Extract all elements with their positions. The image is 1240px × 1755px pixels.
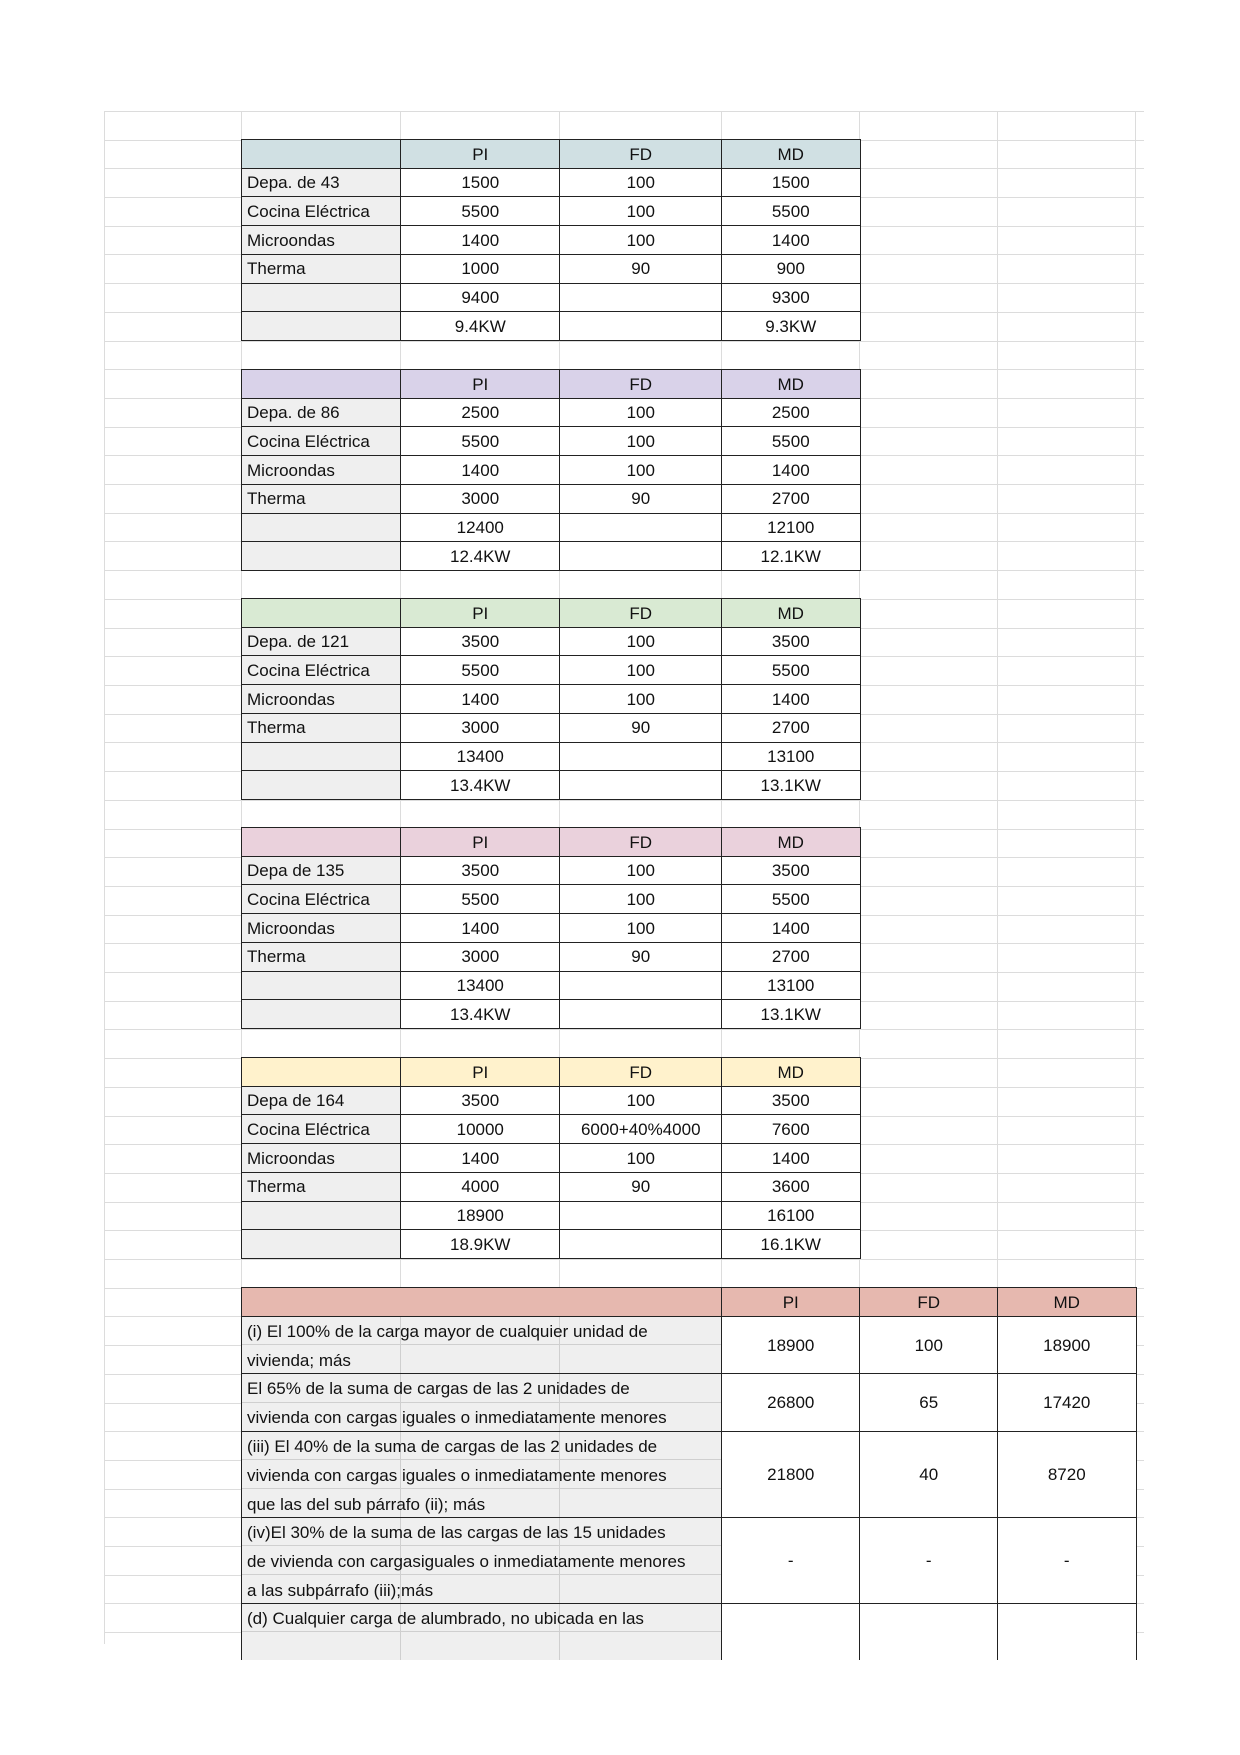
fd-value[interactable]: 100 [559,168,723,198]
pi-value[interactable]: 3500 [400,627,561,657]
row-label[interactable]: Microondas [241,913,402,943]
pi-value[interactable]: 9400 [400,283,561,313]
fd-value[interactable] [559,1229,723,1259]
row-label[interactable]: Cocina Eléctrica [241,1114,402,1144]
md-value[interactable]: 12100 [721,513,861,543]
fd-value[interactable] [559,311,723,341]
summary-rule-line: vivienda con cargas iguales o inmediatamente menores [247,1465,667,1485]
table-3-header-fd[interactable]: FD [559,598,723,628]
pi-value[interactable]: 12400 [400,513,561,543]
row-label[interactable] [241,1229,402,1259]
md-value[interactable]: 1400 [721,225,861,255]
summary-rule-line: (iii) El 40% de la suma de cargas de las 2 unidades de [247,1436,658,1456]
pi-value[interactable]: 1000 [400,254,561,284]
md-value[interactable]: 9.3KW [721,311,861,341]
fd-value[interactable]: 100 [559,627,723,657]
row-label[interactable]: Depa. de 86 [241,398,402,428]
table-5-header-pi[interactable]: PI [400,1057,561,1087]
row-label[interactable]: Cocina Eléctrica [241,196,402,226]
fd-value[interactable] [559,971,723,1001]
md-value[interactable]: 1400 [721,684,861,714]
fd-value[interactable]: 100 [559,398,723,428]
summary-rule-text[interactable] [241,1603,723,1660]
table-3-header-md[interactable]: MD [721,598,861,628]
fd-value[interactable]: 100 [559,856,723,886]
row-label[interactable]: Therma [241,1172,402,1202]
table-2-header-pi[interactable]: PI [400,369,561,399]
pi-value[interactable]: 13400 [400,742,561,772]
table-2-header-blank[interactable] [241,369,402,399]
fd-value[interactable]: 90 [559,254,723,284]
pi-value[interactable]: 1400 [400,225,561,255]
md-value[interactable]: 16100 [721,1201,861,1231]
summary-md-value[interactable] [997,1603,1137,1660]
row-label[interactable]: Therma [241,713,402,743]
md-value[interactable]: 13100 [721,742,861,772]
summary-rule-line: a las subpárrafo (iii);más [247,1580,434,1600]
row-label[interactable]: Microondas [241,1143,402,1173]
fd-value[interactable]: 100 [559,1086,723,1116]
row-label[interactable] [241,971,402,1001]
row-label[interactable]: Microondas [241,455,402,485]
md-value[interactable]: 1500 [721,168,861,198]
summary-rule-text[interactable] [241,1316,723,1375]
summary-pi-value[interactable] [721,1603,861,1660]
row-label[interactable]: Cocina Eléctrica [241,426,402,456]
row-label[interactable] [241,283,402,313]
md-value[interactable]: 13100 [721,971,861,1001]
pi-value[interactable]: 18900 [400,1201,561,1231]
fd-value[interactable]: 100 [559,196,723,226]
row-label[interactable]: Microondas [241,225,402,255]
table-5-header-fd[interactable]: FD [559,1057,723,1087]
md-value[interactable]: 5500 [721,884,861,914]
md-value[interactable]: 1400 [721,913,861,943]
md-value[interactable]: 2700 [721,942,861,972]
row-label[interactable]: Cocina Eléctrica [241,884,402,914]
fd-value[interactable] [559,513,723,543]
summary-md-value[interactable]: - [997,1517,1137,1605]
row-label[interactable]: Depa. de 121 [241,627,402,657]
summary-md-value[interactable]: 17420 [997,1373,1137,1432]
pi-value[interactable]: 1400 [400,684,561,714]
fd-value[interactable] [559,541,723,571]
summary-rule-line: vivienda; más [247,1350,351,1370]
summary-header-md[interactable]: MD [997,1287,1137,1317]
row-label[interactable]: Therma [241,254,402,284]
table-1-header-fd[interactable]: FD [559,139,723,169]
pi-value[interactable]: 13.4KW [400,770,561,800]
pi-value[interactable]: 1400 [400,913,561,943]
row-label[interactable] [241,541,402,571]
fd-value[interactable] [559,770,723,800]
table-2-header-md[interactable]: MD [721,369,861,399]
fd-value[interactable]: 100 [559,455,723,485]
row-label[interactable]: Depa. de 43 [241,168,402,198]
fd-value[interactable] [559,1201,723,1231]
fd-value[interactable]: 100 [559,225,723,255]
fd-value[interactable]: 100 [559,1143,723,1173]
md-value[interactable]: 16.1KW [721,1229,861,1259]
pi-value[interactable]: 2500 [400,398,561,428]
md-value[interactable]: 13.1KW [721,999,861,1029]
table-1-header-md[interactable]: MD [721,139,861,169]
row-label[interactable] [241,999,402,1029]
row-label[interactable]: Depa de 135 [241,856,402,886]
row-label[interactable] [241,311,402,341]
summary-rule-line: vivienda con cargas iguales o inmediatamente menores [247,1408,667,1428]
summary-header-blank[interactable] [241,1287,723,1317]
pi-value[interactable]: 5500 [400,884,561,914]
summary-rule-line: (iv)El 30% de la suma de las cargas de las 15 unidades [247,1522,666,1542]
row-label[interactable]: Therma [241,484,402,514]
summary-fd-value[interactable]: - [859,1517,999,1605]
fd-value[interactable]: 6000+40%4000 [559,1114,723,1144]
table-3-header-blank[interactable] [241,598,402,628]
fd-value[interactable]: 100 [559,426,723,456]
fd-value[interactable] [559,742,723,772]
md-value[interactable]: 13.1KW [721,770,861,800]
summary-rule-text[interactable] [241,1373,723,1432]
summary-fd-value[interactable]: 100 [859,1316,999,1375]
md-value[interactable]: 2500 [721,398,861,428]
fd-value[interactable]: 90 [559,942,723,972]
md-value[interactable]: 1400 [721,455,861,485]
md-value[interactable]: 12.1KW [721,541,861,571]
gridline-horizontal [104,111,1144,112]
md-value[interactable]: 9300 [721,283,861,313]
fd-value[interactable] [559,999,723,1029]
row-label[interactable] [241,1201,402,1231]
summary-rule-text[interactable] [241,1431,723,1519]
table-4-header-pi[interactable]: PI [400,827,561,857]
summary-pi-value[interactable]: 26800 [721,1373,861,1432]
md-value[interactable]: 7600 [721,1114,861,1144]
table-3-header-pi[interactable]: PI [400,598,561,628]
fd-value[interactable]: 100 [559,684,723,714]
md-value[interactable]: 5500 [721,655,861,685]
fd-value[interactable]: 100 [559,884,723,914]
fd-value[interactable]: 90 [559,713,723,743]
row-label[interactable] [241,742,402,772]
md-value[interactable]: 5500 [721,426,861,456]
pi-value[interactable]: 3000 [400,942,561,972]
summary-md-value[interactable]: 8720 [997,1431,1137,1519]
pi-value[interactable]: 3000 [400,484,561,514]
fd-value[interactable]: 100 [559,913,723,943]
pi-value[interactable]: 5500 [400,196,561,226]
row-label[interactable]: Therma [241,942,402,972]
md-value[interactable]: 3500 [721,856,861,886]
md-value[interactable]: 2700 [721,713,861,743]
table-4-header-md[interactable]: MD [721,827,861,857]
pi-value[interactable]: 13.4KW [400,999,561,1029]
row-label[interactable]: Cocina Eléctrica [241,655,402,685]
summary-pi-value[interactable]: 21800 [721,1431,861,1519]
md-value[interactable]: 5500 [721,196,861,226]
summary-fd-value[interactable] [859,1603,999,1660]
pi-value[interactable]: 3000 [400,713,561,743]
table-5-header-md[interactable]: MD [721,1057,861,1087]
pi-value[interactable]: 1500 [400,168,561,198]
pi-value[interactable]: 5500 [400,655,561,685]
fd-value[interactable]: 90 [559,484,723,514]
md-value[interactable]: 900 [721,254,861,284]
pi-value[interactable]: 3500 [400,1086,561,1116]
pi-value[interactable]: 13400 [400,971,561,1001]
summary-rule-line: que las del sub párrafo (ii); más [247,1494,486,1514]
summary-pi-value[interactable]: 18900 [721,1316,861,1375]
md-value[interactable]: 3500 [721,627,861,657]
summary-header-pi[interactable]: PI [721,1287,861,1317]
table-2-header-fd[interactable]: FD [559,369,723,399]
row-label[interactable] [241,513,402,543]
pi-value[interactable]: 1400 [400,455,561,485]
pi-value[interactable]: 18.9KW [400,1229,561,1259]
pi-value[interactable]: 9.4KW [400,311,561,341]
fd-value[interactable] [559,283,723,313]
summary-rule-text[interactable] [241,1517,723,1605]
table-5-header-blank[interactable] [241,1057,402,1087]
summary-rule-line: El 65% de la suma de cargas de las 2 unidades de [247,1379,630,1399]
pi-value[interactable]: 3500 [400,856,561,886]
row-label[interactable]: Microondas [241,684,402,714]
table-1-header-blank[interactable] [241,139,402,169]
table-1-header-pi[interactable]: PI [400,139,561,169]
pi-value[interactable]: 12.4KW [400,541,561,571]
summary-md-value[interactable]: 18900 [997,1316,1137,1375]
summary-fd-value[interactable]: 40 [859,1431,999,1519]
row-label[interactable] [241,770,402,800]
summary-rule-line: (i) El 100% de la carga mayor de cualquier unidad de [247,1321,648,1341]
table-4-header-fd[interactable]: FD [559,827,723,857]
summary-rule-line: (d) Cualquier carga de alumbrado, no ubicada en las [247,1608,644,1628]
table-4-header-blank[interactable] [241,827,402,857]
summary-header-fd[interactable]: FD [859,1287,999,1317]
md-value[interactable]: 3500 [721,1086,861,1116]
md-value[interactable]: 3600 [721,1172,861,1202]
md-value[interactable]: 2700 [721,484,861,514]
pi-value[interactable]: 10000 [400,1114,561,1144]
md-value[interactable]: 1400 [721,1143,861,1173]
fd-value[interactable]: 100 [559,655,723,685]
summary-pi-value[interactable]: - [721,1517,861,1605]
pi-value[interactable]: 5500 [400,426,561,456]
pi-value[interactable]: 4000 [400,1172,561,1202]
summary-fd-value[interactable]: 65 [859,1373,999,1432]
summary-rule-line: de vivienda con cargasiguales o inmediatamente menores [247,1551,686,1571]
fd-value[interactable]: 90 [559,1172,723,1202]
pi-value[interactable]: 1400 [400,1143,561,1173]
row-label[interactable]: Depa de 164 [241,1086,402,1116]
